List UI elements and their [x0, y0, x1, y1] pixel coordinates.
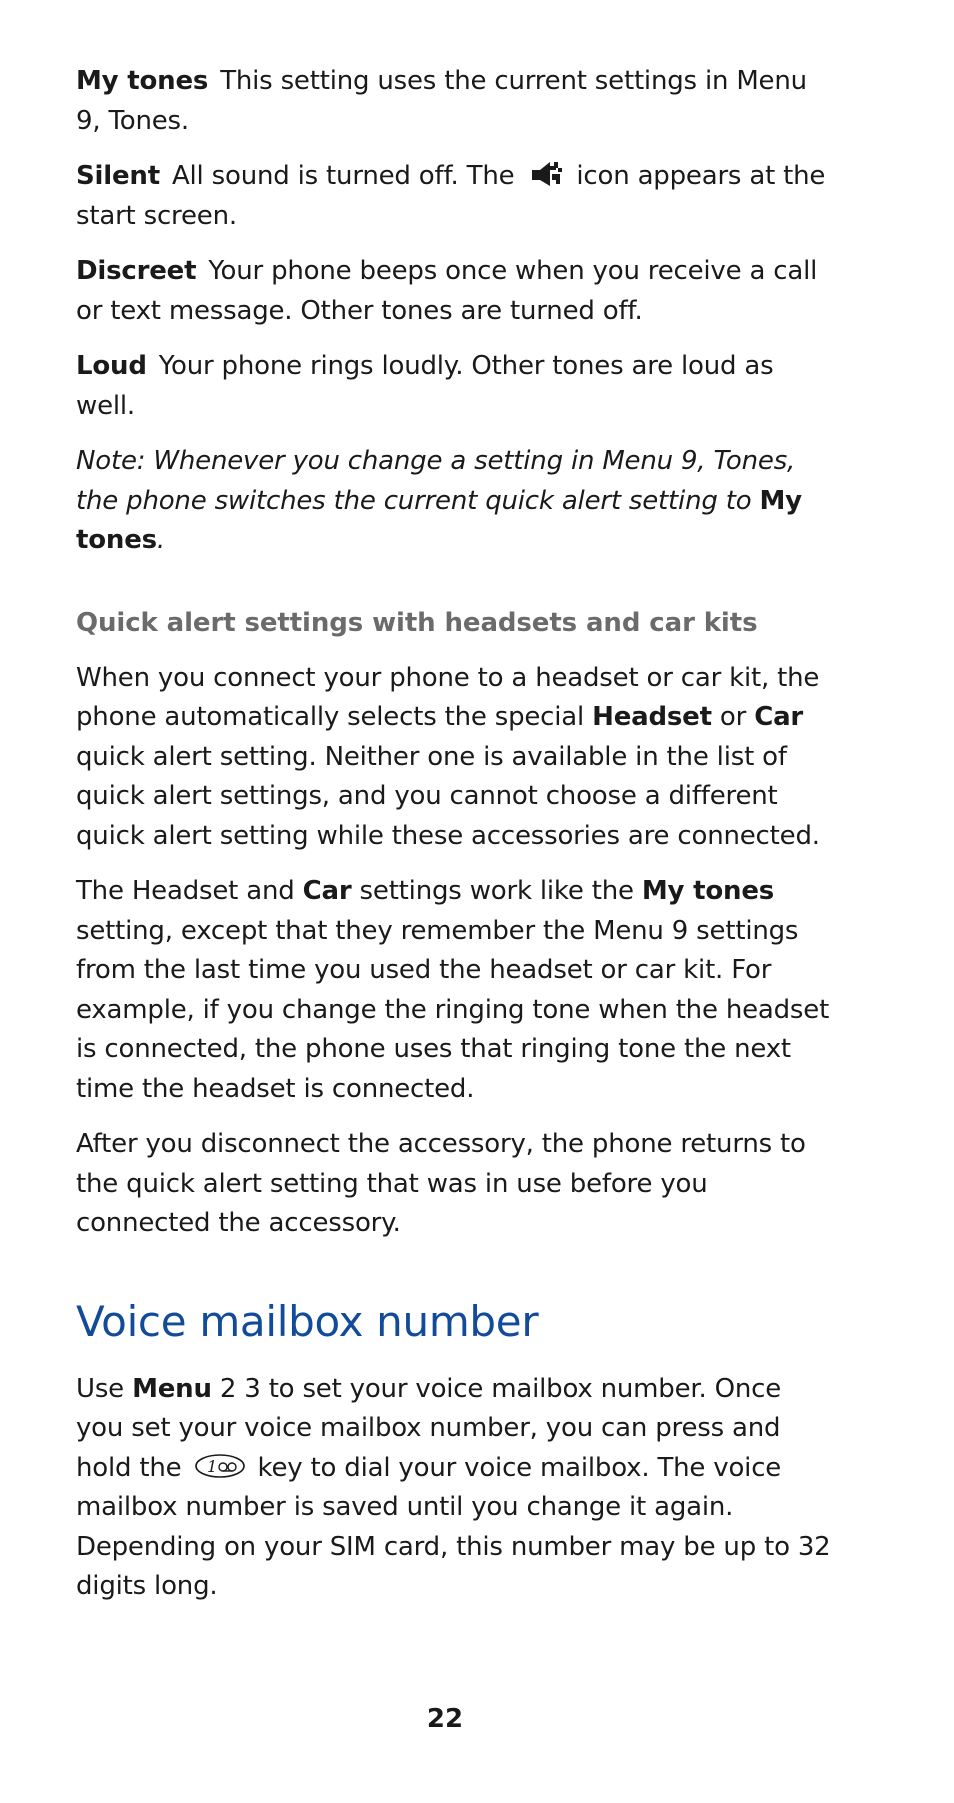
note-text: Note: Whenever you change a setting in Menu 9, Tones, the phone switches the current quick alert setting to [76, 446, 796, 516]
p1-text-or: or [719, 702, 747, 732]
note-bold: My tones [76, 485, 802, 555]
note-end: . [156, 525, 165, 555]
silent-text-after: icon appears at the start screen. [76, 161, 826, 231]
vm-text-b: 2 3 to set your voice mailbox number. Once you set your voice mailbox number, you can press and hold the [76, 1373, 782, 1483]
silent-term: Silent [76, 161, 160, 191]
loud-paragraph [76, 347, 836, 426]
silent-text-before: All sound is turned off. The [171, 161, 515, 191]
page-number: 22 [426, 1704, 464, 1734]
my-tones-text: This setting uses the current settings in Menu 9, Tones. [76, 66, 807, 136]
voice-mailbox-paragraph [76, 1370, 836, 1607]
p2-text-a: The Headset and [76, 876, 295, 906]
loud-term: Loud [76, 351, 147, 381]
discreet-text: Your phone beeps once when you receive a call or text message. Other tones are turned off. [76, 256, 818, 326]
discreet-paragraph [76, 252, 836, 331]
my-tones-paragraph [76, 62, 836, 141]
discreet-term: Discreet [76, 256, 197, 286]
headsets-paragraph-3: After you disconnect the accessory, the phone returns to the quick alert setting that was in use before you connected the accessory. [76, 1129, 806, 1238]
loud-text: Your phone rings loudly. Other tones are loud as well. [76, 351, 774, 421]
p2-text-d: setting, except that they remember the Menu 9 settings from the last time you used the headset or car kit. For example, if you change the ringing tone when the headset is connected, the phone uses that ringing tone the next time the headset is connected. [76, 915, 830, 1104]
p2-bold-my-tones: My tones [641, 876, 775, 906]
my-tones-term: My tones [76, 66, 209, 96]
p1-text-d: quick alert setting. Neither one is available in the list of quick alert settings, and you cannot choose a different quick alert setting while these accessories are connected. [76, 741, 820, 851]
silent-paragraph [76, 157, 836, 236]
p1-text-a: When you connect your phone to a headset or car kit, the phone automatically selects the special [76, 662, 820, 732]
headsets-subheading: Quick alert settings with headsets and car kits [76, 607, 758, 638]
voice-mailbox-heading: Voice mailbox number [76, 1296, 539, 1346]
note-paragraph [76, 442, 836, 561]
voicemail-1-key-icon [194, 1453, 246, 1479]
vm-bold-menu: Menu [132, 1373, 212, 1404]
p2-text-c: settings work like the [359, 876, 634, 906]
headsets-paragraph-1 [76, 659, 836, 857]
p1-bold-headset: Headset [592, 702, 712, 732]
vm-text-c: key to dial your voice mailbox. The voice mailbox number is saved until you change it again. Depending on your SIM card, this number may be up to 32 digits long. [76, 1452, 831, 1601]
headsets-paragraph-2 [76, 872, 836, 1109]
silent-profile-icon [530, 158, 564, 188]
manual-page [76, 62, 836, 1623]
p1-bold-car: Car [754, 702, 804, 732]
vm-text-a: Use [76, 1373, 124, 1404]
p2-bold-car: Car [302, 876, 352, 906]
svg-text:1: 1 [206, 1456, 217, 1476]
